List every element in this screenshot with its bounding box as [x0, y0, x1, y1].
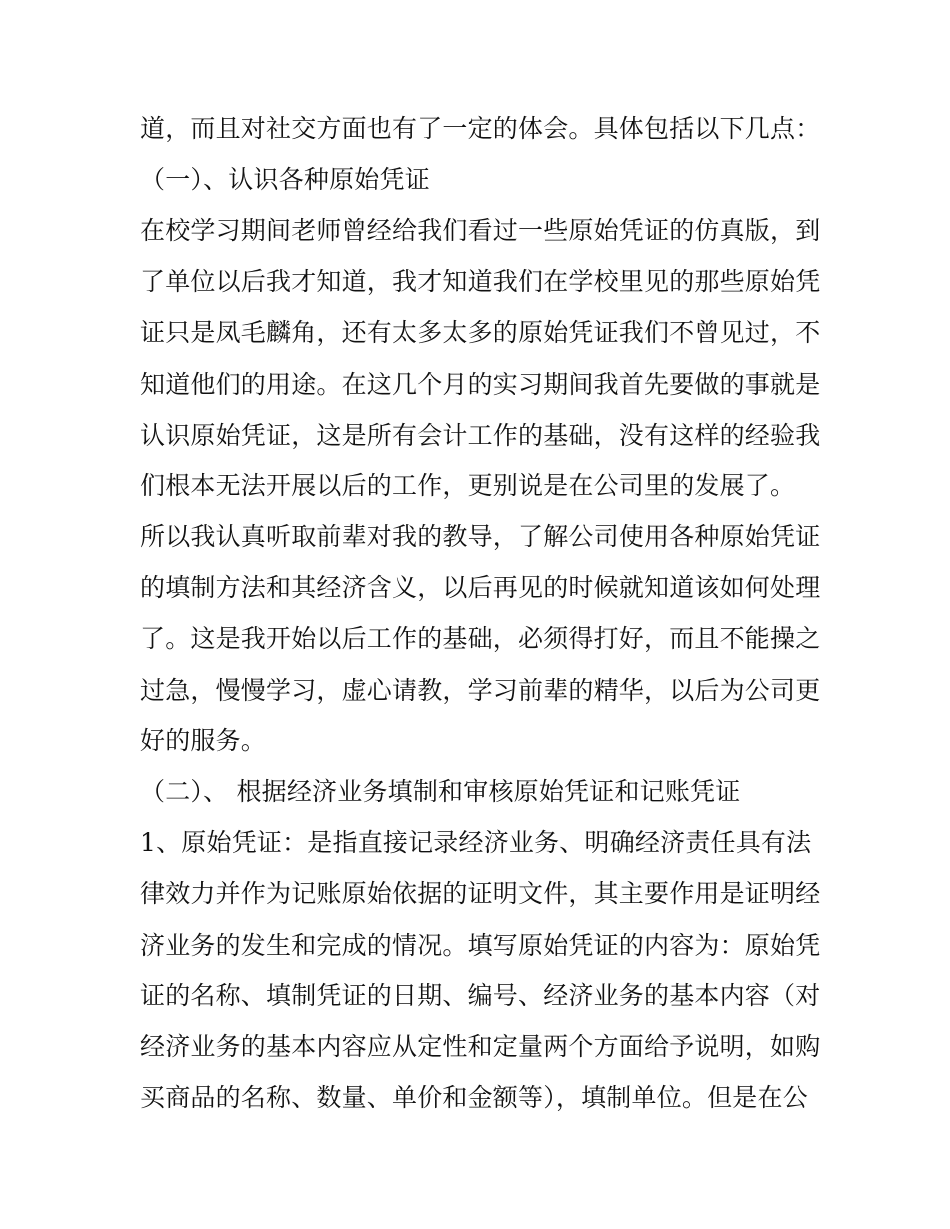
text-line: 的填制方法和其经济含义，以后再见的时候就知道该如何处理 [140, 573, 821, 602]
text-line: 好的服务。 [140, 726, 267, 755]
text-line: 在校学习期间老师曾经给我们看过一些原始凭证的仿真版，到 [140, 216, 821, 245]
text-line: 知道他们的用途。在这几个月的实习期间我首先要做的事就是 [140, 370, 821, 399]
text-line: 律效力并作为记账原始依据的证明文件，其主要作用是证明经 [140, 879, 821, 908]
section-heading-2: （二）、 根据经济业务填制和审核原始凭证和记账凭证 [140, 777, 741, 806]
text-line: 济业务的发生和完成的情况。填写原始凭证的内容为：原始凭 [140, 931, 821, 960]
text-line: 买商品的名称、数量、单价和金额等），填制单位。但是在公 [140, 1083, 808, 1112]
text-line: 道，而且对社交方面也有了一定的体会。具体包括以下几点： [140, 114, 821, 143]
text-line: 经济业务的基本内容应从定性和定量两个方面给予说明，如购 [140, 1032, 821, 1061]
text-line: 了单位以后我才知道，我才知道我们在学校里见的那些原始凭 [140, 267, 821, 296]
text-line: 证的名称、填制凭证的日期、编号、经济业务的基本内容（对 [140, 981, 821, 1010]
text-line: 所以我认真听取前辈对我的教导，了解公司使用各种原始凭证 [140, 522, 821, 551]
text-line: 认识原始凭证，这是所有会计工作的基础，没有这样的经验我 [140, 421, 821, 450]
text-line: 证只是凤毛麟角，还有太多太多的原始凭证我们不曾见过，不 [140, 318, 821, 347]
text-line: 们根本无法开展以后的工作，更别说是在公司里的发展了。 [140, 471, 796, 500]
text-line: 过急，慢慢学习，虚心请教，学习前辈的精华，以后为公司更 [140, 676, 821, 705]
text-line: 了。这是我开始以后工作的基础，必须得打好，而且不能操之 [140, 624, 821, 653]
text-line: 1、原始凭证：是指直接记录经济业务、明确经济责任具有法 [140, 828, 812, 857]
section-heading-1: （一）、认识各种原始凭证 [140, 165, 430, 194]
